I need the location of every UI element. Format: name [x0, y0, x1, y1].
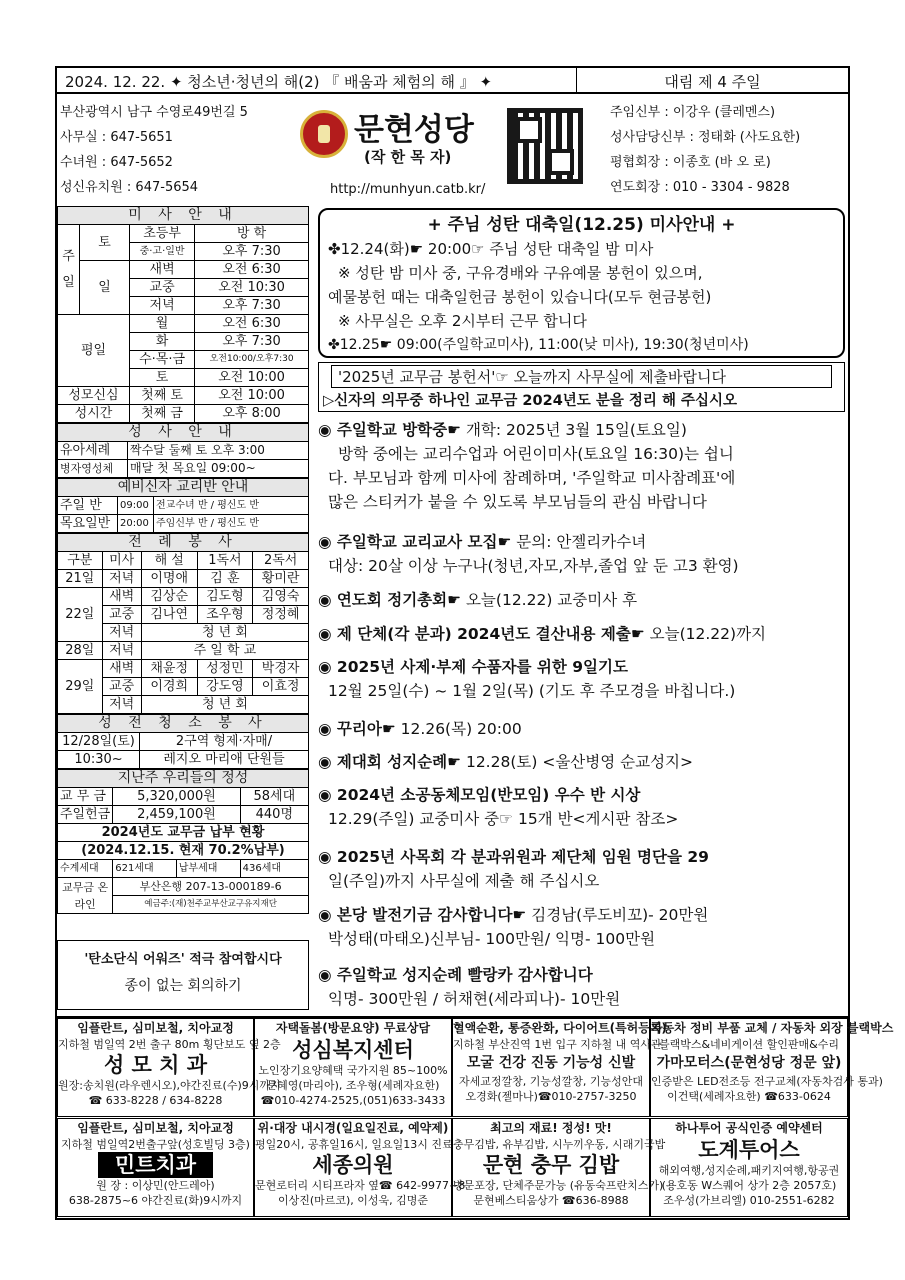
news-item	[318, 963, 620, 1011]
news-item	[318, 750, 693, 774]
ad-line: 문현로터리 시티프라자 옆☎ 642-9977~8	[255, 1179, 466, 1192]
news-heading: ◉ 제 단체(각 분과) 2024년도 결산내용 제출☛	[318, 625, 645, 643]
church-name: 문현성당	[354, 112, 474, 148]
news-item	[318, 588, 637, 612]
ad-line: 임플란트, 심미보철, 치아교정	[77, 1021, 234, 1035]
altar-cell: 이경희	[141, 678, 197, 696]
mass-title: 미 사 안 내	[58, 207, 309, 225]
mass-table	[57, 206, 309, 423]
mass-cell: 교중	[130, 279, 195, 297]
cleaning-title: 성 전 청 소 봉 사	[58, 715, 309, 733]
news-body-line: 많은 스티커가 붙을 수 있도록 부모님들의 관심 바랍니다	[328, 493, 707, 511]
mass-cell: 화	[130, 333, 195, 351]
ad-line: 지하철 부산진역 1번 입구 지하철 내 역사관	[453, 1038, 662, 1051]
address: 부산광역시 남구 수영로49번길 5	[60, 105, 248, 120]
ad-line: 지하철 범일역2번출구앞(성호빌딩 3층)	[61, 1138, 250, 1151]
news-body-line: 익명- 300만원 / 허채현(세라피나)- 10만원	[328, 990, 621, 1008]
altar-cell: 29일	[58, 660, 103, 714]
mass-cell: 성모신심	[58, 387, 130, 405]
news-heading: ◉ 꾸리아☛	[318, 720, 396, 738]
news-body-line: 12.29(주일) 교중미사 중☞ 15개 반<게시판 참조>	[328, 810, 679, 828]
offer-cell: 436세대	[240, 860, 308, 878]
assistant-priest: 성사담당신부 : 정태화 (사도요한)	[610, 130, 801, 145]
news-item	[318, 845, 709, 893]
news-heading: ◉ 본당 발전기금 감사합니다☛	[318, 906, 527, 924]
convent-phone: 수녀원 : 647-5652	[60, 155, 173, 170]
cate-cell: 목요일반	[58, 515, 118, 533]
ad-line: 문현 충무 김밥	[482, 1153, 620, 1177]
mass-cell: 오후 7:30	[195, 297, 309, 315]
altar-cell: 채윤정	[141, 660, 197, 678]
mass-cell: 월	[130, 315, 195, 333]
cate-cell: 주임신부 반 / 평신도 반	[154, 515, 309, 533]
ad-box[interactable]	[650, 1018, 894, 1117]
sunday-label: 주일	[58, 225, 80, 315]
ad-line: ☎ 633-8228 / 634-8228	[88, 1094, 223, 1107]
altar-cell: 청 년 회	[141, 624, 308, 642]
altar-cell: 강도영	[197, 678, 253, 696]
ad-line: 인증받은 LED전조등 전구교체(자동차검사 통과)	[651, 1075, 883, 1088]
ad-line: 방문포장, 단체주문가능 (유동숙프란치스카)	[453, 1179, 664, 1192]
mass-cell: 오후 7:30	[195, 243, 309, 261]
cleaning-table	[57, 714, 309, 769]
ad-line: 임플란트, 심미보철, 치아교정	[77, 1121, 234, 1135]
news-heading: ◉ 2024년 소공동체모임(반모임) 우수 반 시상	[318, 786, 641, 804]
tax-line: ▷신자의 의무중 하나인 교무금 2024년도 분을 정리 해 주십시오	[323, 393, 738, 409]
ad-line: 자동차 정비 부품 교체 / 자동차 외장 블랙박스	[651, 1021, 894, 1035]
ad-line: 도계투어스	[698, 1138, 800, 1162]
title-bar	[57, 68, 848, 94]
altar-cell: 성정민	[197, 660, 253, 678]
sun-label: 일	[80, 261, 130, 315]
christmas-title: + 주님 성탄 대축일(12.25) 미사안내 +	[427, 215, 736, 235]
ad-box[interactable]	[452, 1018, 667, 1117]
weekday-label: 평일	[58, 315, 130, 387]
altar-title: 전 례 봉 사	[58, 534, 309, 552]
news-heading: ◉ 2025년 사목회 각 분과위원과 제단체 임원 명단을 29	[318, 848, 709, 866]
mass-cell: 저녁	[130, 297, 195, 315]
qr-code-icon	[507, 108, 583, 184]
ad-box[interactable]	[254, 1018, 452, 1117]
account-holder: 예금주:(재)천주교부산교구유지재단	[113, 896, 309, 914]
mass-cell: 오후 7:30	[195, 333, 309, 351]
altar-cell: 정정혜	[253, 606, 309, 624]
altar-cell: 김나연	[141, 606, 197, 624]
altar-cell: 김 훈	[197, 570, 253, 588]
offer-cell: 주일헌금	[58, 806, 113, 824]
altar-cell: 21일	[58, 570, 103, 588]
altar-cell: 저녁	[102, 696, 141, 714]
news-body-line: 12월 25일(수) ~ 1월 2일(목) (기도 후 주모경을 바칩니다.)	[328, 682, 736, 700]
news-body-line: 일(주일)까지 사무실에 제출 해 주십시오	[328, 872, 600, 890]
mass-cell: 오후 8:00	[195, 405, 309, 423]
sacr-cell: 유아세례	[58, 442, 128, 460]
altar-cell: 이명애	[141, 570, 197, 588]
mass-cell: 수·목·금	[130, 351, 195, 369]
sacrament-table	[57, 423, 309, 478]
news-body-line: 다. 부모님과 함께 미사에 참례하며, '주일학교 미사참례표'에	[328, 469, 736, 487]
sacr-cell: 매달 첫 목요일 09:00~	[128, 460, 309, 478]
ad-line: 최고의 재료! 정성! 맛!	[490, 1121, 612, 1135]
news-detail: 김경남(루도비꼬)- 20만원	[526, 906, 709, 924]
yeondo-president: 연도회장 : 010 - 3304 - 9828	[610, 180, 790, 195]
ad-line: 해외여행,성지순례,패키지여행,항공권	[658, 1164, 840, 1177]
ad-box[interactable]	[254, 1118, 466, 1217]
date-theme: 2024. 12. 22. ✦ 청소년·청년의 해(2) 『 배움과 체험의 해 』 ✦	[57, 68, 577, 92]
offering-title: 지난주 우리들의 정성	[58, 770, 309, 788]
left-column	[57, 206, 309, 914]
ad-line: 평일20시, 공휴일16시, 일요일13시 진료	[255, 1138, 453, 1151]
ad-line: 혈액순환, 통증완화, 다이어트(특허등록)	[453, 1021, 667, 1035]
contact-block	[60, 100, 248, 200]
mass-cell: 첫째 금	[130, 405, 195, 423]
news-item	[318, 418, 735, 514]
christmas-line: ✤12.24(화)☛ 20:00☞ 주님 성탄 대축일 밤 미사	[328, 240, 654, 258]
news-detail: 12.28(토) <울산병영 순교성지>	[461, 753, 694, 771]
ad-line: 지하철 범일역 2번 출구 80m 횡단보도 옆 2층	[58, 1038, 281, 1051]
ad-line: 민트치과	[98, 1152, 213, 1178]
ad-line: 성 모 치 과	[103, 1053, 208, 1077]
christmas-notice	[318, 208, 845, 358]
altar-cell: 주 일 학 교	[141, 642, 308, 660]
tax-line: '2025년 교무금 봉헌서'☞ 오늘까지 사무실에 제출바랍니다	[331, 365, 832, 388]
altar-cell: 김상순	[141, 588, 197, 606]
office-phone: 사무실 : 647-5651	[60, 130, 173, 145]
mass-cell: 초등부	[130, 225, 195, 243]
mass-cell: 첫째 토	[130, 387, 195, 405]
offer-cell: 5,320,000원	[113, 788, 240, 806]
ad-line: 자세교정깔창, 기능성깔창, 기능성안대	[458, 1075, 643, 1088]
news-detail: 12.26(목) 20:00	[395, 720, 522, 738]
mass-cell: 성시간	[58, 405, 130, 423]
ad-line: (용호동 W스퀘어 상가 2층 2057호)	[661, 1179, 837, 1192]
altar-cell: 저녁	[102, 570, 141, 588]
ad-line: 성심복지센터	[292, 1038, 414, 1062]
news-heading: ◉ 주일학교 교리교사 모집☛	[318, 533, 512, 551]
ad-line: 문현베스티움상가 ☎636-8988	[473, 1194, 629, 1207]
offer-cell: 621세대	[113, 860, 177, 878]
carbon-sub: 종이 없는 회의하기	[124, 978, 242, 994]
altar-cell: 교중	[102, 678, 141, 696]
offer-status-date: (2024.12.15. 현재 70.2%납부)	[58, 842, 309, 860]
christmas-line: ※ 성탄 밤 미사 중, 구유경배와 구유예물 봉헌이 있으며,	[338, 264, 703, 282]
news-heading: ◉ 제대회 성지순례☛	[318, 753, 462, 771]
news-heading: ◉ 주일학교 성지순례 빨랑카 감사합니다	[318, 966, 593, 984]
ad-box[interactable]	[650, 1118, 848, 1217]
mass-cell: 오전 10:00	[195, 369, 309, 387]
clean-cell: 2구역 형제·자매/	[140, 733, 309, 751]
offer-cell: 교 무 금	[58, 788, 113, 806]
altar-cell: 새벽	[102, 588, 141, 606]
council-president: 평협회장 : 이종호 (바 오 로)	[610, 155, 771, 170]
pastor: 주임신부 : 이강우 (클레멘스)	[610, 105, 776, 120]
offer-cell: 440명	[240, 806, 308, 824]
mass-cell: 새벽	[130, 261, 195, 279]
news-heading: ◉ 주일학교 방학중☛	[318, 421, 462, 439]
altar-head: 구분	[58, 552, 103, 570]
catechumen-title: 예비신자 교리반 안내	[58, 479, 309, 497]
altar-cell: 김도형	[197, 588, 253, 606]
ad-line: 오경화(젤마나)☎010-2757-3250	[465, 1090, 637, 1103]
ad-line: 자택돌봄(방문요양) 무료상담	[275, 1021, 431, 1035]
altar-cell: 새벽	[102, 660, 141, 678]
offer-status: 2024년도 교무금 납부 현황	[58, 824, 309, 842]
ad-line: 이상진(마르코), 이성욱, 김명준	[277, 1194, 429, 1207]
tax-notice	[318, 362, 845, 412]
liturgical-week: 대림 제 4 주일	[577, 68, 848, 92]
ad-line: 하나투어 공식인증 예약센터	[675, 1121, 823, 1135]
clergy-block	[610, 100, 800, 200]
news-item	[318, 903, 708, 951]
mass-cell: 중·고·일반	[130, 243, 195, 261]
offer-cell: 58세대	[240, 788, 308, 806]
kinder-phone: 성신유치원 : 647-5654	[60, 180, 199, 195]
altar-cell: 저녁	[102, 624, 141, 642]
altar-table	[57, 533, 309, 714]
bank-account: 부산은행 207-13-000189-6	[113, 878, 309, 896]
news-item	[318, 783, 678, 831]
mass-cell: 오전 10:30	[195, 279, 309, 297]
news-heading: ◉ 연도회 정기총회☛	[318, 591, 462, 609]
news-body-line: 대상: 20살 이상 누구나(청년,자모,자부,졸업 앞 둔 고3 환영)	[328, 557, 739, 575]
church-url[interactable]: http://munhyun.catb.kr/	[330, 182, 486, 197]
mass-cell: 오전 6:30	[195, 261, 309, 279]
news-detail: 문의: 안젤리카수녀	[511, 533, 647, 551]
altar-head: 2독서	[253, 552, 309, 570]
sacrament-title: 성 사 안 내	[58, 424, 309, 442]
altar-head: 해 설	[141, 552, 197, 570]
clean-cell: 레지오 마리애 단원들	[140, 751, 309, 769]
news-item	[318, 622, 766, 646]
ad-line: 문혜영(마리아), 조우형(세례자요한)	[266, 1079, 440, 1092]
ad-line: 충무김밥, 유부김밥, 시누끼우동, 시래기국밥	[453, 1138, 666, 1151]
ad-line: 위·대장 내시경(일요일진료, 예약제)	[257, 1121, 449, 1135]
online-label: 교무금 온라인	[58, 878, 113, 914]
altar-cell: 황미란	[253, 570, 309, 588]
mass-cell: 오전 6:30	[195, 315, 309, 333]
cate-cell: 주일 반	[58, 497, 118, 515]
christmas-line: ✤12.25☛ 09:00(주일학교미사), 11:00(낮 미사), 19:30(청년미사)	[328, 337, 749, 353]
altar-cell: 교중	[102, 606, 141, 624]
sat-label: 토	[80, 225, 130, 261]
sacr-cell: 병자영성체	[58, 460, 128, 478]
ad-box[interactable]	[57, 1018, 281, 1117]
mass-cell: 오전10:00/오후7:30	[195, 351, 309, 369]
carbon-box	[57, 940, 309, 1010]
ad-line: 638-2875~6 야간진료(화)9시까지	[68, 1194, 243, 1207]
ad-line: 원 장 : 이상민(안드레아)	[96, 1179, 215, 1192]
offer-cell: 납부세대	[176, 860, 240, 878]
altar-cell: 저녁	[102, 642, 141, 660]
news-body-line: 박성태(마태오)신부님- 100만원/ 익명- 100만원	[328, 930, 656, 948]
offer-cell: 수계세대	[58, 860, 113, 878]
altar-cell: 박경자	[253, 660, 309, 678]
christmas-line: 예물봉헌 때는 대축일헌금 봉헌이 있습니다(모두 현금봉헌)	[328, 288, 712, 306]
church-subtitle: (작 한 목 자)	[364, 148, 452, 166]
ad-line: 이건택(세례자요한) ☎633-0624	[667, 1090, 831, 1103]
news-item	[318, 530, 739, 578]
cate-cell: 전교수녀 반 / 평신도 반	[154, 497, 309, 515]
offering-table	[57, 769, 309, 914]
sacr-cell: 짝수달 둘째 토 오후 3:00	[128, 442, 309, 460]
news-item	[318, 717, 522, 741]
clean-cell: 10:30~	[58, 751, 140, 769]
news-item	[318, 655, 735, 703]
ad-line: 세종의원	[312, 1153, 394, 1177]
ad-box[interactable]	[57, 1118, 254, 1217]
ad-line: 조우성(가브리엘) 010-2551-6282	[663, 1194, 835, 1207]
offer-cell: 2,459,100원	[113, 806, 240, 824]
news-heading: ◉ 2025년 사제·부제 수품자를 위한 9일기도	[318, 658, 628, 676]
altar-cell: 이효정	[253, 678, 309, 696]
altar-cell: 28일	[58, 642, 103, 660]
altar-head: 1독서	[197, 552, 253, 570]
mass-cell: 토	[130, 369, 195, 387]
church-logo-icon	[300, 110, 348, 158]
carbon-title: '탄소단식 어워즈' 적극 참여합시다	[84, 952, 282, 967]
mass-cell: 오전 10:00	[195, 387, 309, 405]
christmas-line: ※ 사무실은 오후 2시부터 근무 합니다	[338, 312, 587, 330]
ad-line: 모굴 건강 진동 기능성 신발	[466, 1055, 636, 1071]
altar-cell: 김영숙	[253, 588, 309, 606]
news-body-line: 방학 중에는 교리수업과 어린이미사(토요일 16:30)는 쉽니	[338, 445, 734, 463]
mass-cell: 방 학	[195, 225, 309, 243]
news-detail: 오늘(12.22)까지	[644, 625, 767, 643]
ad-line: 원장:송치원(라우렌시오),야간진료(수)9시까지	[58, 1079, 281, 1092]
ad-line: 노인장기요양혜택 국가지원 85~100%	[258, 1064, 448, 1077]
altar-cell: 조우형	[197, 606, 253, 624]
catechumen-table	[57, 478, 309, 533]
altar-head: 미사	[102, 552, 141, 570]
altar-cell: 청 년 회	[141, 696, 308, 714]
ad-line: 가마모터스(문현성당 정문 앞)	[656, 1055, 842, 1071]
cate-cell: 20:00	[118, 515, 154, 533]
news-detail: 오늘(12.22) 교중미사 후	[461, 591, 638, 609]
clean-cell: 12/28일(토)	[58, 733, 140, 751]
cate-cell: 09:00	[118, 497, 154, 515]
ad-box[interactable]	[452, 1118, 666, 1217]
news-detail: 개학: 2025년 3월 15일(토요일)	[461, 421, 687, 439]
altar-cell: 22일	[58, 588, 103, 642]
ad-line: 블랙박스&네비게이션 할인판매&수리	[658, 1038, 840, 1051]
ad-line: ☎010-4274-2525,(051)633-3433	[260, 1094, 446, 1107]
